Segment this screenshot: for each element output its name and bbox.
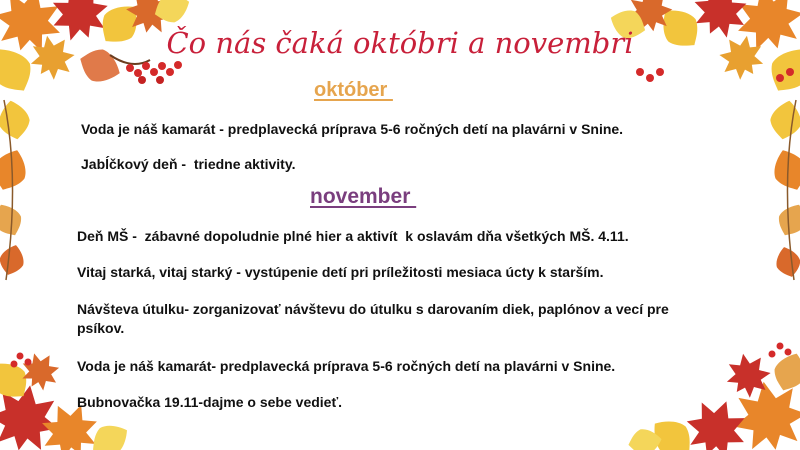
october-heading: október	[314, 79, 393, 101]
october-item: Voda je náš kamarát - predplavecká príprava 5-6 ročných detí na plavárni v Snine.	[81, 121, 624, 137]
autumn-leaves-right-side	[767, 98, 800, 280]
autumn-leaves-bottom-right	[626, 343, 800, 450]
november-heading: november	[310, 185, 417, 208]
autumn-leaves-left-side	[0, 98, 33, 280]
november-item: Bubnovačka 19.11-dajme o sebe vedieť.	[77, 394, 343, 410]
october-item: Jabĺčkový deň - triedne aktivity.	[81, 156, 296, 172]
november-item: Návšteva útulku- zorganizovať návštevu do útulku s darovaním diek, paplónov a vecí pre psíkov.	[77, 301, 669, 336]
november-item: Deň MŠ - zábavné dopoludnie plné hier a aktivít k oslavám dňa všetkých MŠ. 4.11.	[77, 228, 629, 244]
november-item: Voda je náš kamarát- predplavecká príprava 5-6 ročných detí na plavárni v Snine.	[77, 358, 616, 374]
november-item: Vitaj starká, vitaj starký - vystúpenie detí pri príležitosti mesiaca úcty k starším.	[77, 264, 604, 280]
slide-title: Čo nás čaká októbri a novembri	[166, 26, 634, 60]
